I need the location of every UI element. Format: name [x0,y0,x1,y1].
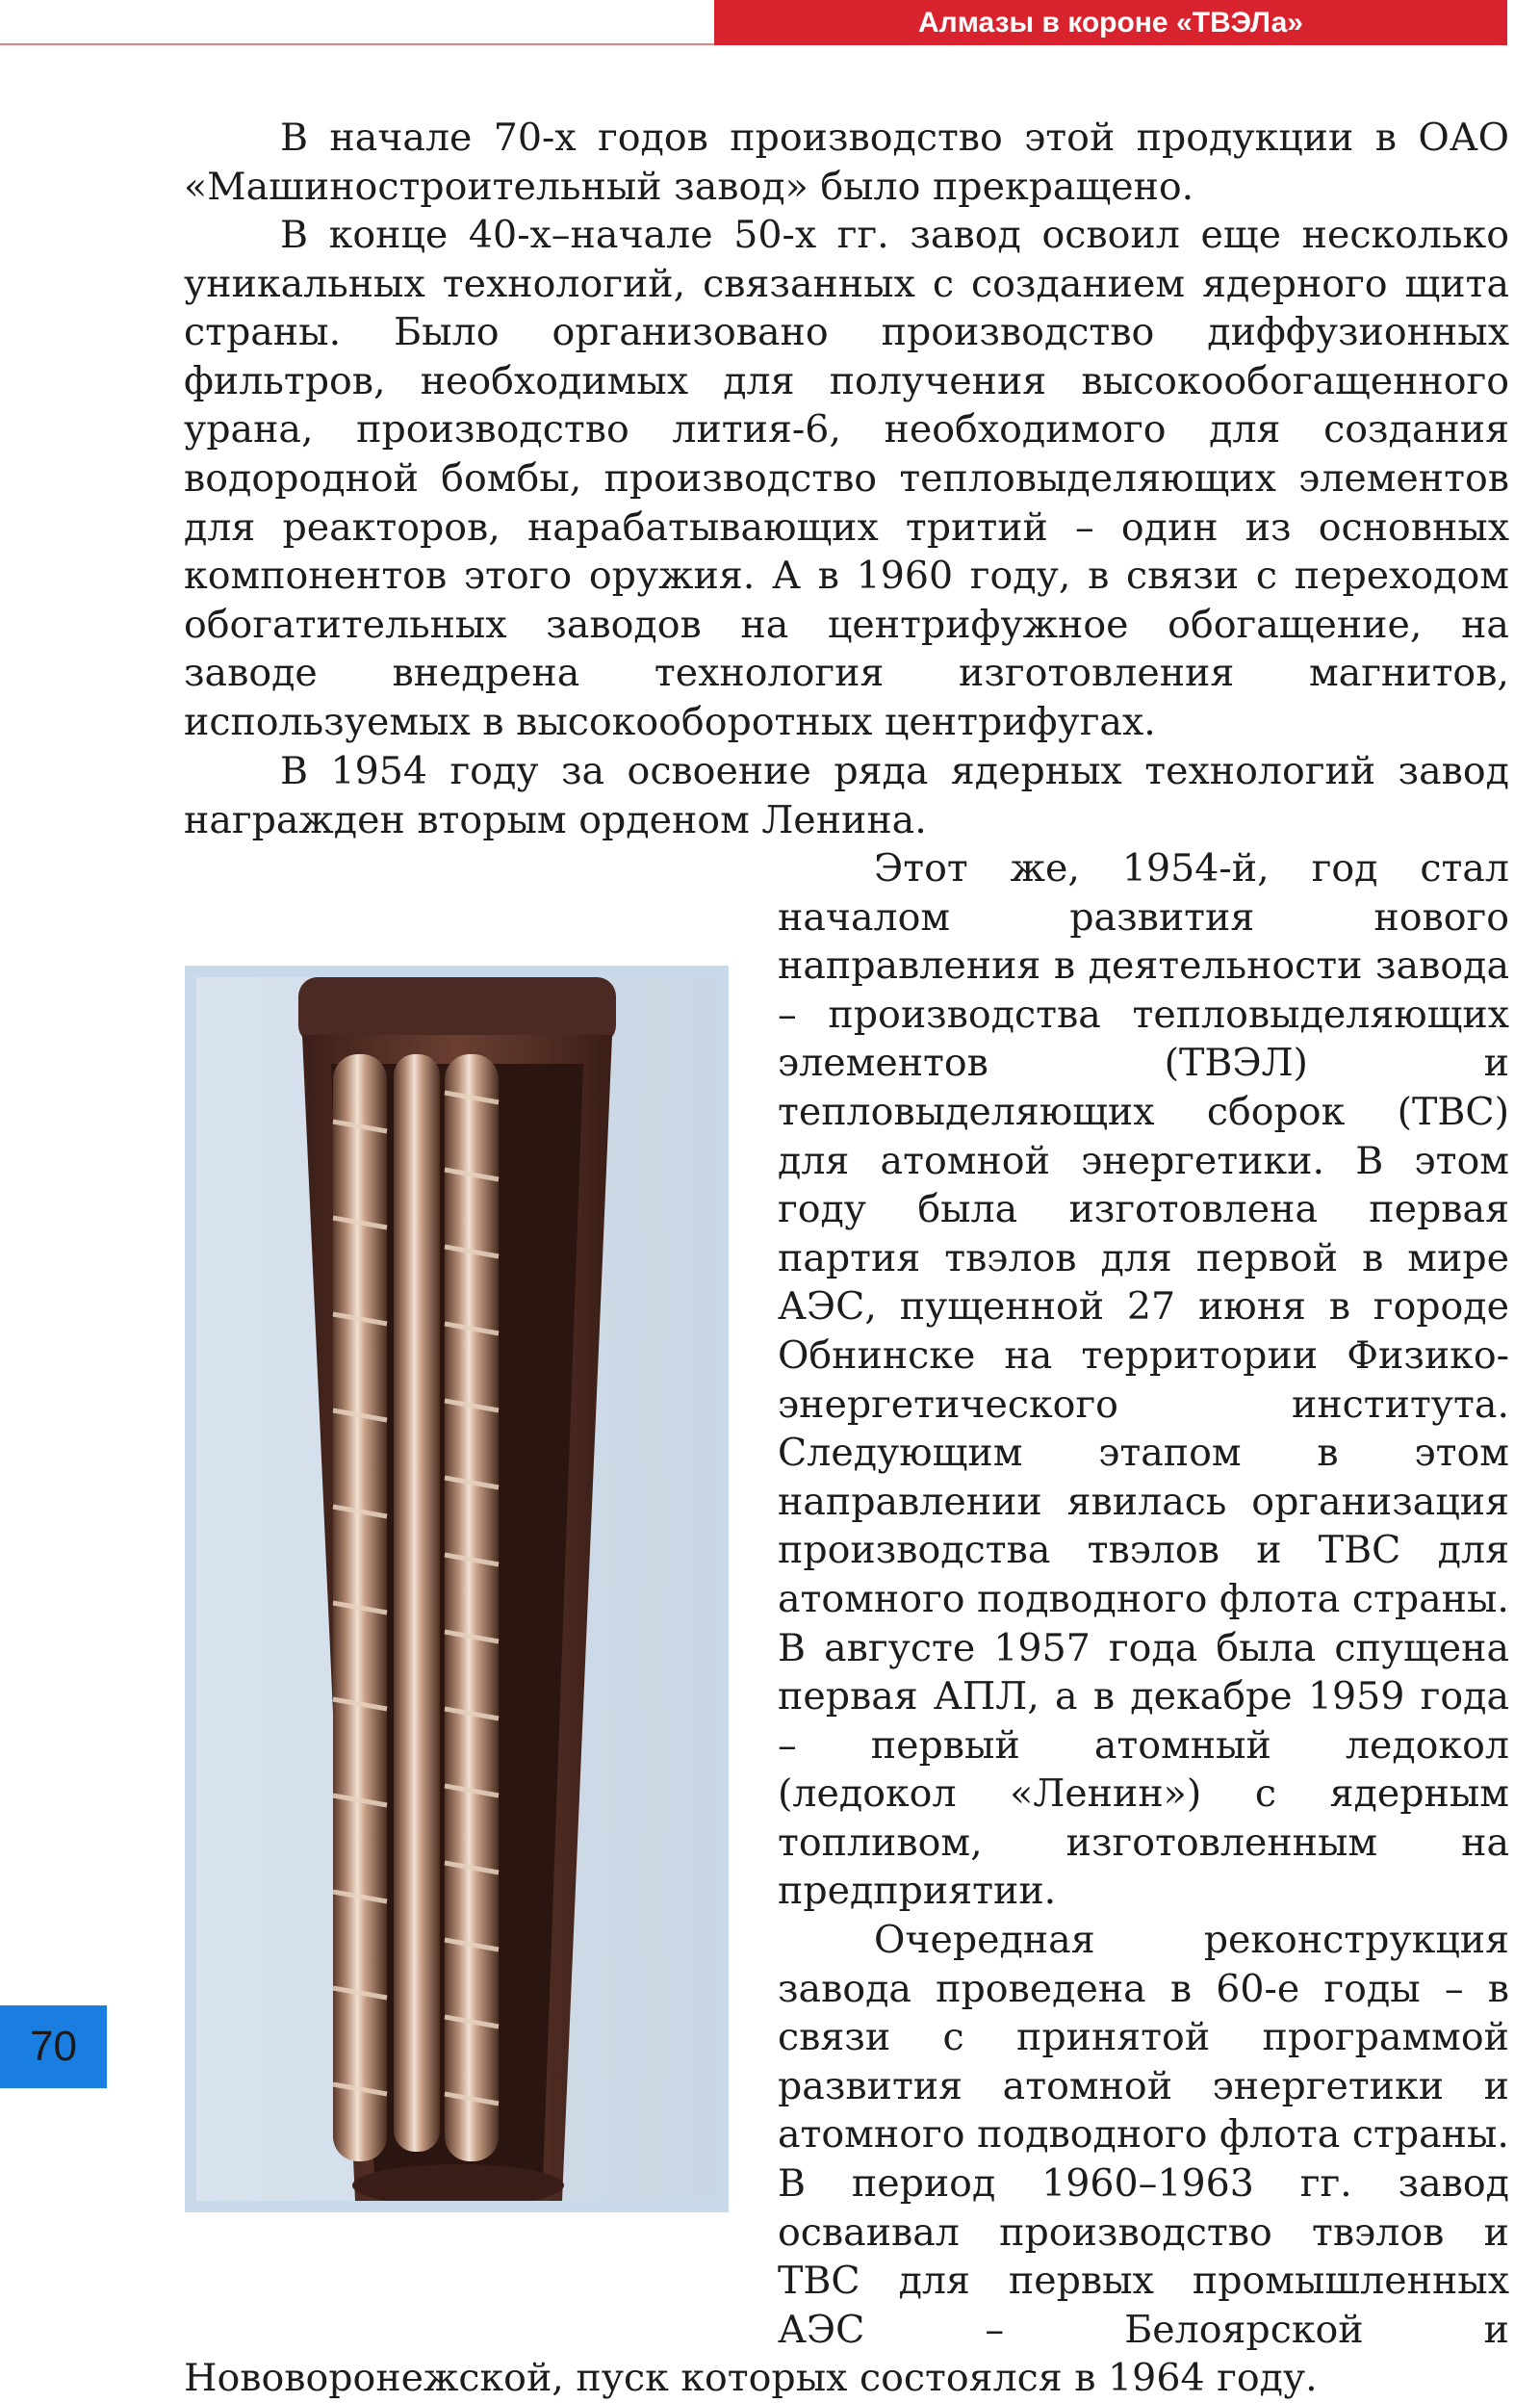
fuel-rods-illustration [196,977,717,2201]
fuel-rods-photo [196,977,717,2201]
housing-top-cap [298,977,616,1045]
paragraph-reconstruction: Очередная реконструкция завода проведена в 60-е годы – в связи с принятой программой развития атомной энергетики и атомного подводного флота страны. В период 1960–1963 гг. завод осваивал производство твэлов и ТВС для первых промышленных АЭС – Белоярской и Нововоронежской, пуск которых состоялся в 1964 году. [184,1918,1509,2401]
page-number-text: 70 [30,2023,77,2070]
page-number [0,2005,107,2088]
fuel-rods-photo-frame [185,966,729,2212]
paragraph-new-direction-text: Этот же, 1954-й, год стал началом развития нового направления в деятельности завода – производства тепловыделяющих элементов (ТВЭЛ) и тепловыделяющих сборок (ТВС) для атомной энергетики. В этом году была изготовлена первая партия твэлов для первой в мире АЭС, пущенной 27 июня в городе Обнинске на территории Физико-энергетического института. Следующим этапом в этом направлении явилась организация производства твэлов и ТВС для атомного подводного флота страны. В августе 1957 года была спущена первая АПЛ, а в декабре 1959 года – первый атомный ледокол (ледокол «Ленин») с ядерным топливом, изготовленным на предприятии. [778,846,1509,1914]
paragraph-production-stopped: В начале 70-х годов производство этой продукции в ОАО «Машиностроительный завод» было прекращено. [184,116,1509,209]
header-rule [0,43,714,45]
paragraph-order-of-lenin: В 1954 году за освоение ряда ядерных технологий завод награжден вторым орденом Ленина. [184,749,1509,842]
running-header-title: Алмазы в короне «ТВЭЛа» [918,7,1303,39]
running-header [714,0,1507,45]
paragraph-unique-technologies: В конце 40-х–начале 50-х гг. завод освоил еще несколько уникальных технологий, связанных с созданием ядерного щита страны. Было организовано производство диффузионных фильтров, необходимых для получения высокообогащенного урана, производство лития-6, необходимого для создания водородной бомбы, производство тепловыделяющих элементов для реакторов, нарабатывающих тритий – один из основных компонентов этого оружия. А в 1960 году, в связи с переходом обогатительных заводов на центрифужное обогащение, на заводе внедрена технология изготовления магнитов, используемых в высокооборотных центрифугах. [184,213,1509,744]
fuel-rod-right [445,1054,499,2161]
fuel-rod-middle [394,1054,440,2152]
